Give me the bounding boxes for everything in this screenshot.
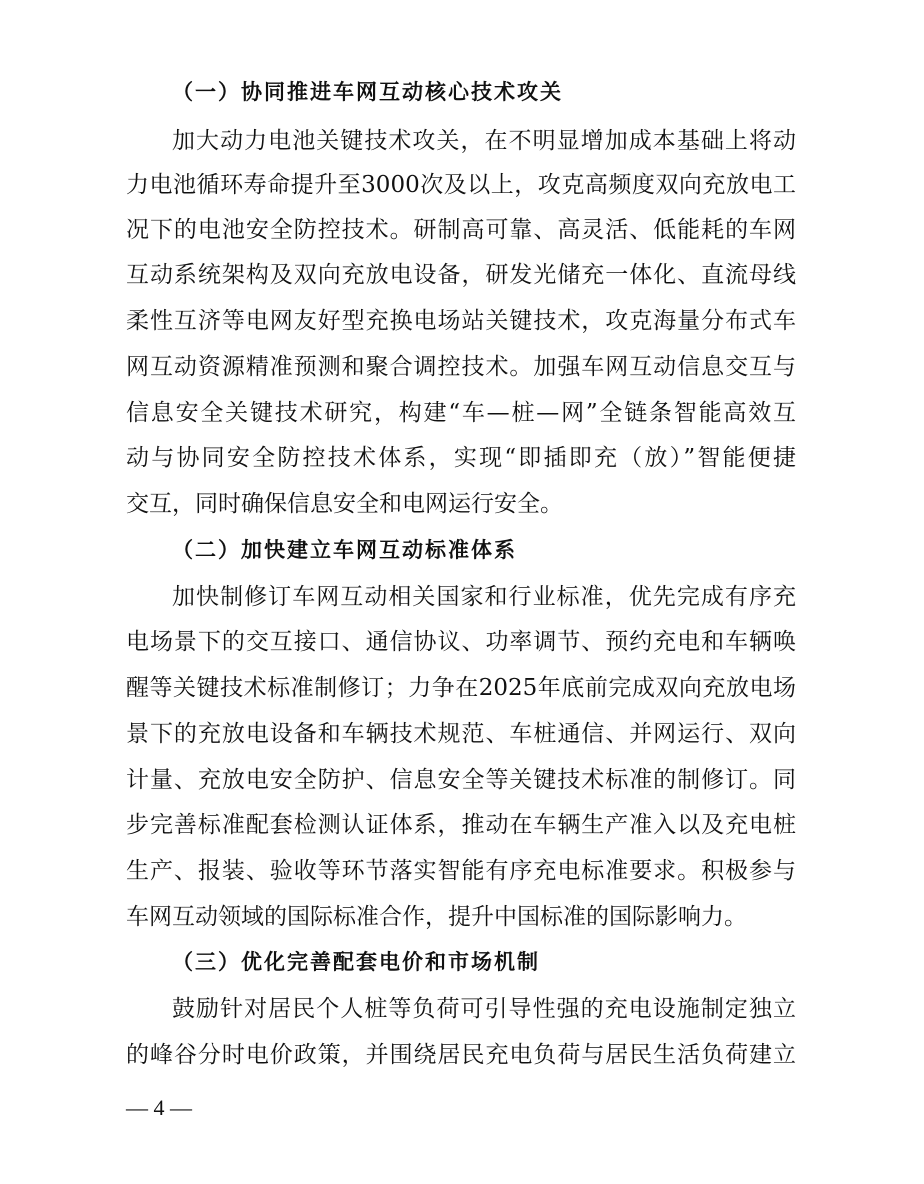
- section-1-line-7: 信息安全关键技术研究，构建“车—桩—网”全链条智能高效互: [126, 400, 796, 426]
- section-1-line-9: 交互，同时确保信息安全和电网运行安全。: [126, 491, 563, 517]
- section-1-line-4: 互动系统架构及双向充放电设备，研发光储充一体化、直流母线: [126, 262, 796, 288]
- section-3-line-2: 的峰谷分时电价政策，并围绕居民充电负荷与居民生活负荷建立: [126, 1042, 796, 1068]
- section-2-line-4: 景下的充放电设备和车辆技术规范、车桩通信、并网运行、双向: [126, 721, 796, 747]
- section-1-line-6: 网互动资源精准预测和聚合调控技术。加强车网互动信息交互与: [126, 354, 796, 380]
- section-1-line-1: 加大动力电池关键技术攻关，在不明显增加成本基础上将动: [172, 128, 796, 154]
- section-2-line-2: 电场景下的交互接口、通信协议、功率调节、预约充电和车辆唤: [126, 629, 796, 655]
- section-2-line-7: 生产、报装、验收等环节落实智能有序充电标准要求。积极参与: [126, 858, 796, 884]
- section-2-line-5: 计量、充放电安全防护、信息安全等关键技术标准的制修订。同: [126, 767, 796, 793]
- section-2-heading: （二）加快建立车网互动标准体系: [172, 537, 517, 562]
- section-2-line-3: 醒等关键技术标准制修订；力争在2025年底前完成双向充放电场: [126, 675, 796, 701]
- section-1-line-2: 力电池循环寿命提升至3000次及以上，攻克高频度双向充放电工: [126, 172, 796, 198]
- section-2-line-6: 步完善标准配套检测认证体系，推动在车辆生产准入以及充电桩: [126, 812, 796, 838]
- section-1-line-8: 动与协同安全防控技术体系，实现“即插即充（放）”智能便捷: [126, 445, 796, 471]
- section-1-heading: （一）协同推进车网互动核心技术攻关: [172, 79, 563, 104]
- section-3-heading: （三）优化完善配套电价和市场机制: [172, 949, 540, 974]
- section-2-line-8: 车网互动领域的国际标准合作，提升中国标准的国际影响力。: [126, 904, 747, 930]
- page-number: — 4 —: [126, 1095, 192, 1120]
- section-1-line-5: 柔性互济等电网友好型充换电场站关键技术，攻克海量分布式车: [126, 308, 796, 334]
- section-1-line-3: 况下的电池安全防控技术。研制高可靠、高灵活、低能耗的车网: [126, 217, 796, 243]
- section-2-line-1: 加快制修订车网互动相关国家和行业标准，优先完成有序充: [172, 584, 796, 610]
- section-3-line-1: 鼓励针对居民个人桩等负荷可引导性强的充电设施制定独立: [172, 996, 796, 1022]
